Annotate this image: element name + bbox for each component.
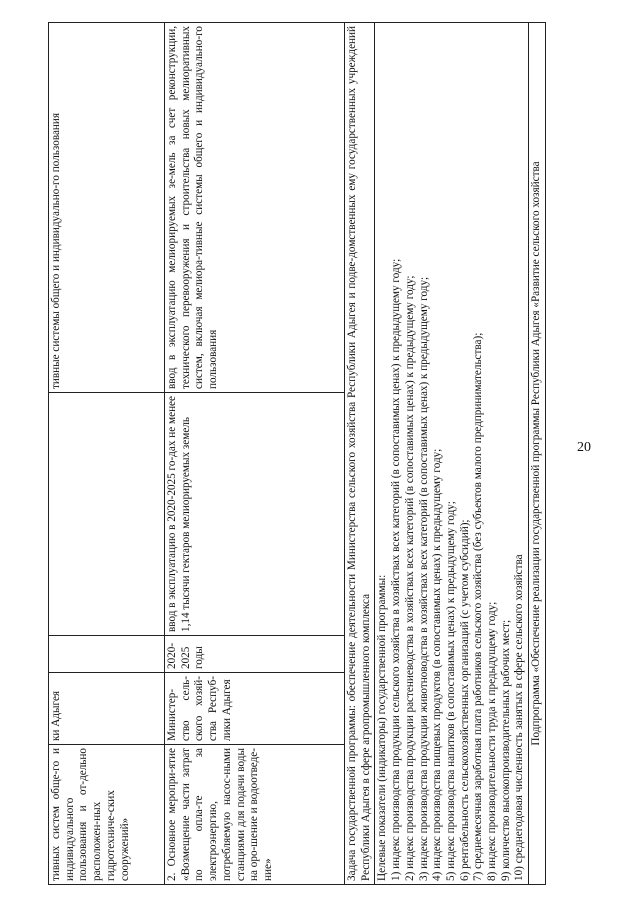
task-cell: Задача государственной программы: обеспечение деятельности Министерства сельского хозяйства Республики Адыгея и подве-домственных ему государственных учреждений Республики Адыгея в сфере агропромышленного комплекса [345, 23, 375, 885]
target-item: 5) индекс производства напитков (в сопоставимых ценах) к предыдущему году; [444, 501, 457, 881]
cell-period: 2020-2025 годы [165, 636, 345, 673]
target-item: 9) количество высокопроизводительных рабочих мест; [499, 619, 512, 881]
target-item: 6) рентабельность сельскохозяйственных организаций (с учетом субсидий); [458, 519, 471, 881]
target-item: 3) индекс производства продукции животноводства в хозяйствах всех категорий (в сопоставимых ценах) к предыдущему году; [417, 276, 430, 881]
rotated-table-page [48, 23, 584, 885]
cell-indicator-link: ввод в эксплуатацию мелиорируемых зе-мель за счет реконструкции, технического перевооружения и строительства новых мелиоративных систем, включая мелиора-тивные системы общего и индивидуально-го пользования [165, 23, 345, 393]
target-item: 10) среднегодовая численность занятых в сфере сельского хозяйства [513, 554, 526, 881]
targets-title: Целевые показатели (индикаторы) государственной программы: [376, 574, 389, 881]
cell-main-measure-2: 2. Основное меропри-ятие «Возмещение части затрат по опла-те за электроэнергию, потребляемую насос-ными станциями для подачи воды на оро-шение и водоотведе-ние» [165, 745, 345, 885]
targets-cell [375, 23, 529, 885]
page-number: 20 [577, 440, 591, 455]
cell-period-empty [49, 636, 165, 673]
cell-measure-continued: тивных систем обще-го и индивидуального пользования и от-дельно расположен-ных гидротехниче-ских сооружений» [49, 745, 165, 885]
target-item: 7) среднемесячная заработная плата работников сельского хозяйства (без субъектов малого предпринимательства); [472, 332, 485, 881]
subprogram-title: Подпрограмма «Обеспечение реализации государственной программы Республики Адыгея «Развитие сельского хозяйства [529, 23, 546, 885]
table-row [49, 23, 165, 885]
program-table [48, 22, 546, 885]
target-item: 2) индекс производства продукции растениеводства в хозяйствах всех категорий (в сопоставимых ценах) к предыдущему году; [403, 275, 416, 881]
cell-result-empty [49, 393, 165, 636]
table-row [529, 23, 546, 885]
cell-executor: Министер-ство сель-ского хозяй-ства Респуб-лики Адыгея [165, 673, 345, 745]
table-row [375, 23, 529, 885]
table-row [345, 23, 375, 885]
cell-expected-result: ввод в эксплуатацию в 2020-2025 го-дах не менее 1,14 тысячи гектаров мелиорируемых земель [165, 393, 345, 636]
target-item: 8) индекс производительности труда к предыдущему году; [486, 601, 499, 881]
cell-indicator-continued: тивные системы общего и индивидуально-го пользования [49, 23, 165, 393]
target-item: 4) индекс производства пищевых продуктов (в сопоставимых ценах) к предыдущему году; [431, 448, 444, 881]
target-item: 1) индекс производства продукции сельского хозяйства в хозяйствах всех категорий (в сопоставимых ценах) к предыдущему году; [390, 258, 403, 881]
cell-executor-continued: ки Адыгея [49, 673, 165, 745]
table-row [165, 23, 345, 885]
